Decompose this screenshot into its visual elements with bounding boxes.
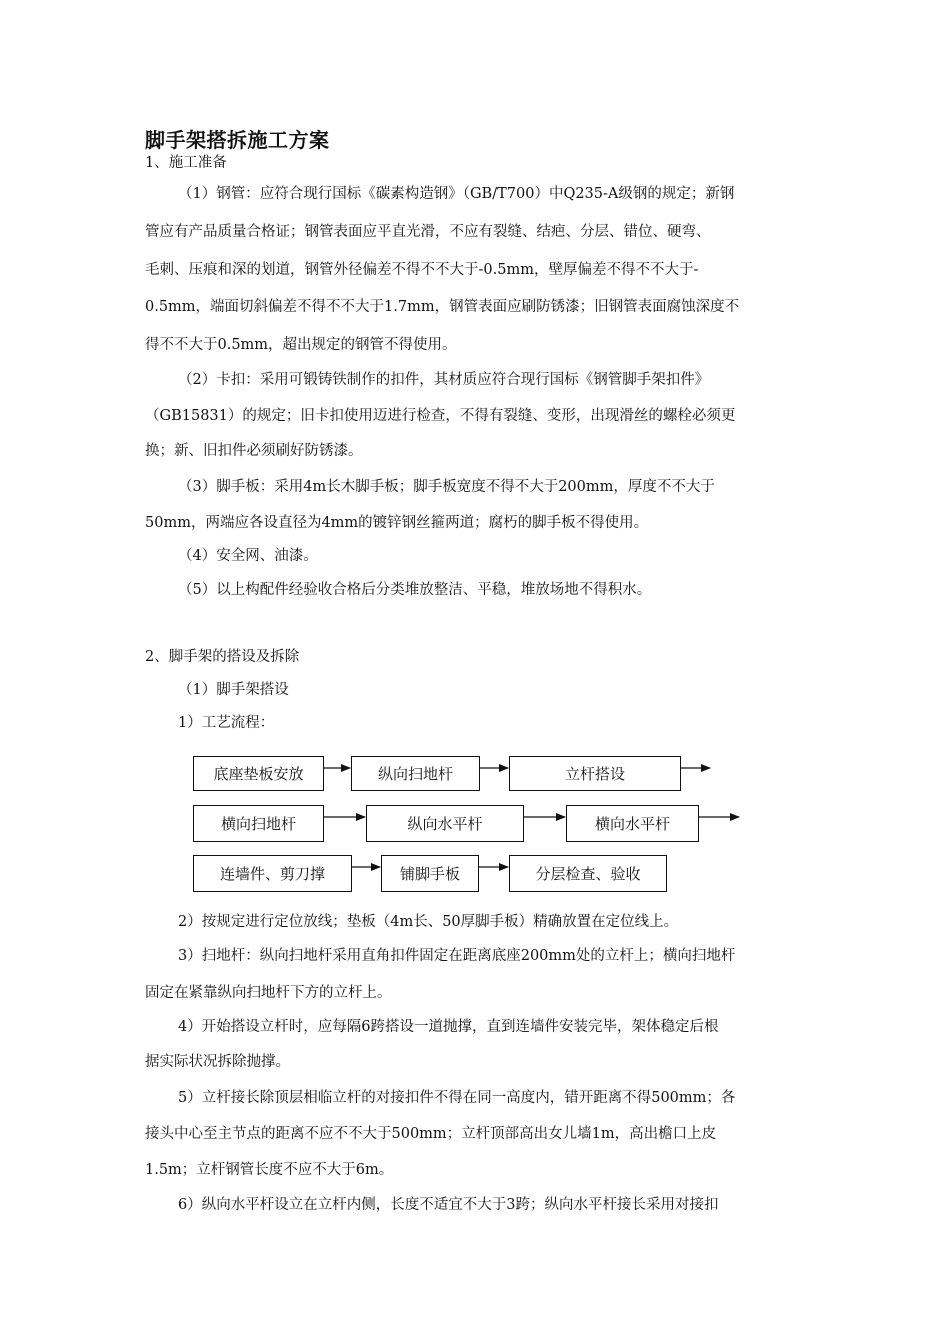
flow-step-transverse-sweep-rod: 横向扫地杆 xyxy=(193,805,324,842)
paragraph-line: 2）按规定进行定位放线；垫板（4m长、50厚脚手板）精确放置在定位线上。 xyxy=(178,914,679,930)
flow-step-upright-pole: 立杆搭设 xyxy=(509,756,681,791)
paragraph-line: （GB15831）的规定；旧卡扣使用迈进行检查，不得有裂缝、变形，出现滑丝的螺栓必须更 xyxy=(145,408,736,424)
flow-step-longitudinal-sweep-rod: 纵向扫地杆 xyxy=(351,756,480,791)
paragraph-line: （1）钢管：应符合现行国标《碳素构造钢》（GB/T700）中Q235-A级钢的规定；新钢 xyxy=(178,186,735,202)
paragraph-line: 据实际状况拆除抛撑。 xyxy=(145,1054,290,1070)
paragraph-line: 6）纵向水平杆设立在立杆内侧，长度不适宜不大于3跨；纵向水平杆接长采用对接扣 xyxy=(178,1197,719,1213)
paragraph-line: （4）安全网、油漆。 xyxy=(178,548,318,564)
paragraph-line: 管应有产品质量合格证；钢管表面应平直光滑，不应有裂缝、结疤、分层、错位、硬弯、 xyxy=(145,224,711,240)
section-heading: 2、脚手架的搭设及拆除 xyxy=(145,649,300,665)
paragraph-line: 换；新、旧扣件必须刷好防锈漆。 xyxy=(145,443,363,459)
doc-title: 脚手架搭拆施工方案 xyxy=(145,128,330,152)
paragraph-line: （3）脚手板：采用4m长木脚手板；脚手板宽度不得不大于200mm，厚度不不大于 xyxy=(178,479,715,495)
flow-step-base-plate: 底座垫板安放 xyxy=(193,756,324,791)
flow-step-wall-ties-bracing: 连墙件、剪刀撑 xyxy=(193,855,352,892)
subsection-heading: 1）工艺流程： xyxy=(178,715,275,731)
paragraph-line: 0.5mm，端面切斜偏差不得不不大于1.7mm，钢管表面应刷防锈漆；旧钢管表面腐蚀深度不 xyxy=(145,299,740,315)
paragraph-line: 5）立杆接长除顶层相临立杆的对接扣件不得在同一高度内，错开距离不得500mm；各 xyxy=(178,1090,736,1106)
flow-step-layer-inspection: 分层检查、验收 xyxy=(509,855,667,892)
section-heading: 1、施工准备 xyxy=(145,155,227,171)
subsection-heading: （1）脚手架搭设 xyxy=(178,682,289,698)
flow-step-longitudinal-horizontal-rod: 纵向水平杆 xyxy=(366,805,524,842)
paragraph-line: 4）开始搭设立杆时，应每隔6跨搭设一道抛撑，直到连墙件安装完毕，架体稳定后根 xyxy=(178,1019,719,1035)
flow-step-transverse-horizontal-rod: 横向水平杆 xyxy=(566,805,699,842)
paragraph-line: 1.5m；立杆钢管长度不应不大于6m。 xyxy=(145,1162,394,1178)
paragraph-line: （2）卡扣：采用可锻铸铁制作的扣件，其材质应符合现行国标《钢管脚手架扣件》 xyxy=(178,372,710,388)
paragraph-line: 3）扫地杆：纵向扫地杆采用直角扣件固定在距离底座200mm处的立杆上；横向扫地杆 xyxy=(178,948,736,964)
paragraph-line: 得不不大于0.5mm，超出规定的钢管不得使用。 xyxy=(145,337,457,353)
paragraph-line: 毛刺、压痕和深的划道，钢管外径偏差不得不不大于-0.5mm，壁厚偏差不得不不大于- xyxy=(145,262,699,278)
paragraph-line: 50mm，两端应各设直径为4mm的镀锌钢丝箍两道；腐朽的脚手板不得使用。 xyxy=(145,515,649,531)
paragraph-line: （5）以上构配件经验收合格后分类堆放整洁、平稳，堆放场地不得积水。 xyxy=(178,582,652,598)
flow-step-lay-boards: 铺脚手板 xyxy=(381,855,479,892)
paragraph-line: 固定在紧靠纵向扫地杆下方的立杆上。 xyxy=(145,985,392,1001)
paragraph-line: 接头中心至主节点的距离不应不不大于500mm；立杆顶部高出女儿墙1m，高出檐口上皮 xyxy=(145,1126,717,1142)
